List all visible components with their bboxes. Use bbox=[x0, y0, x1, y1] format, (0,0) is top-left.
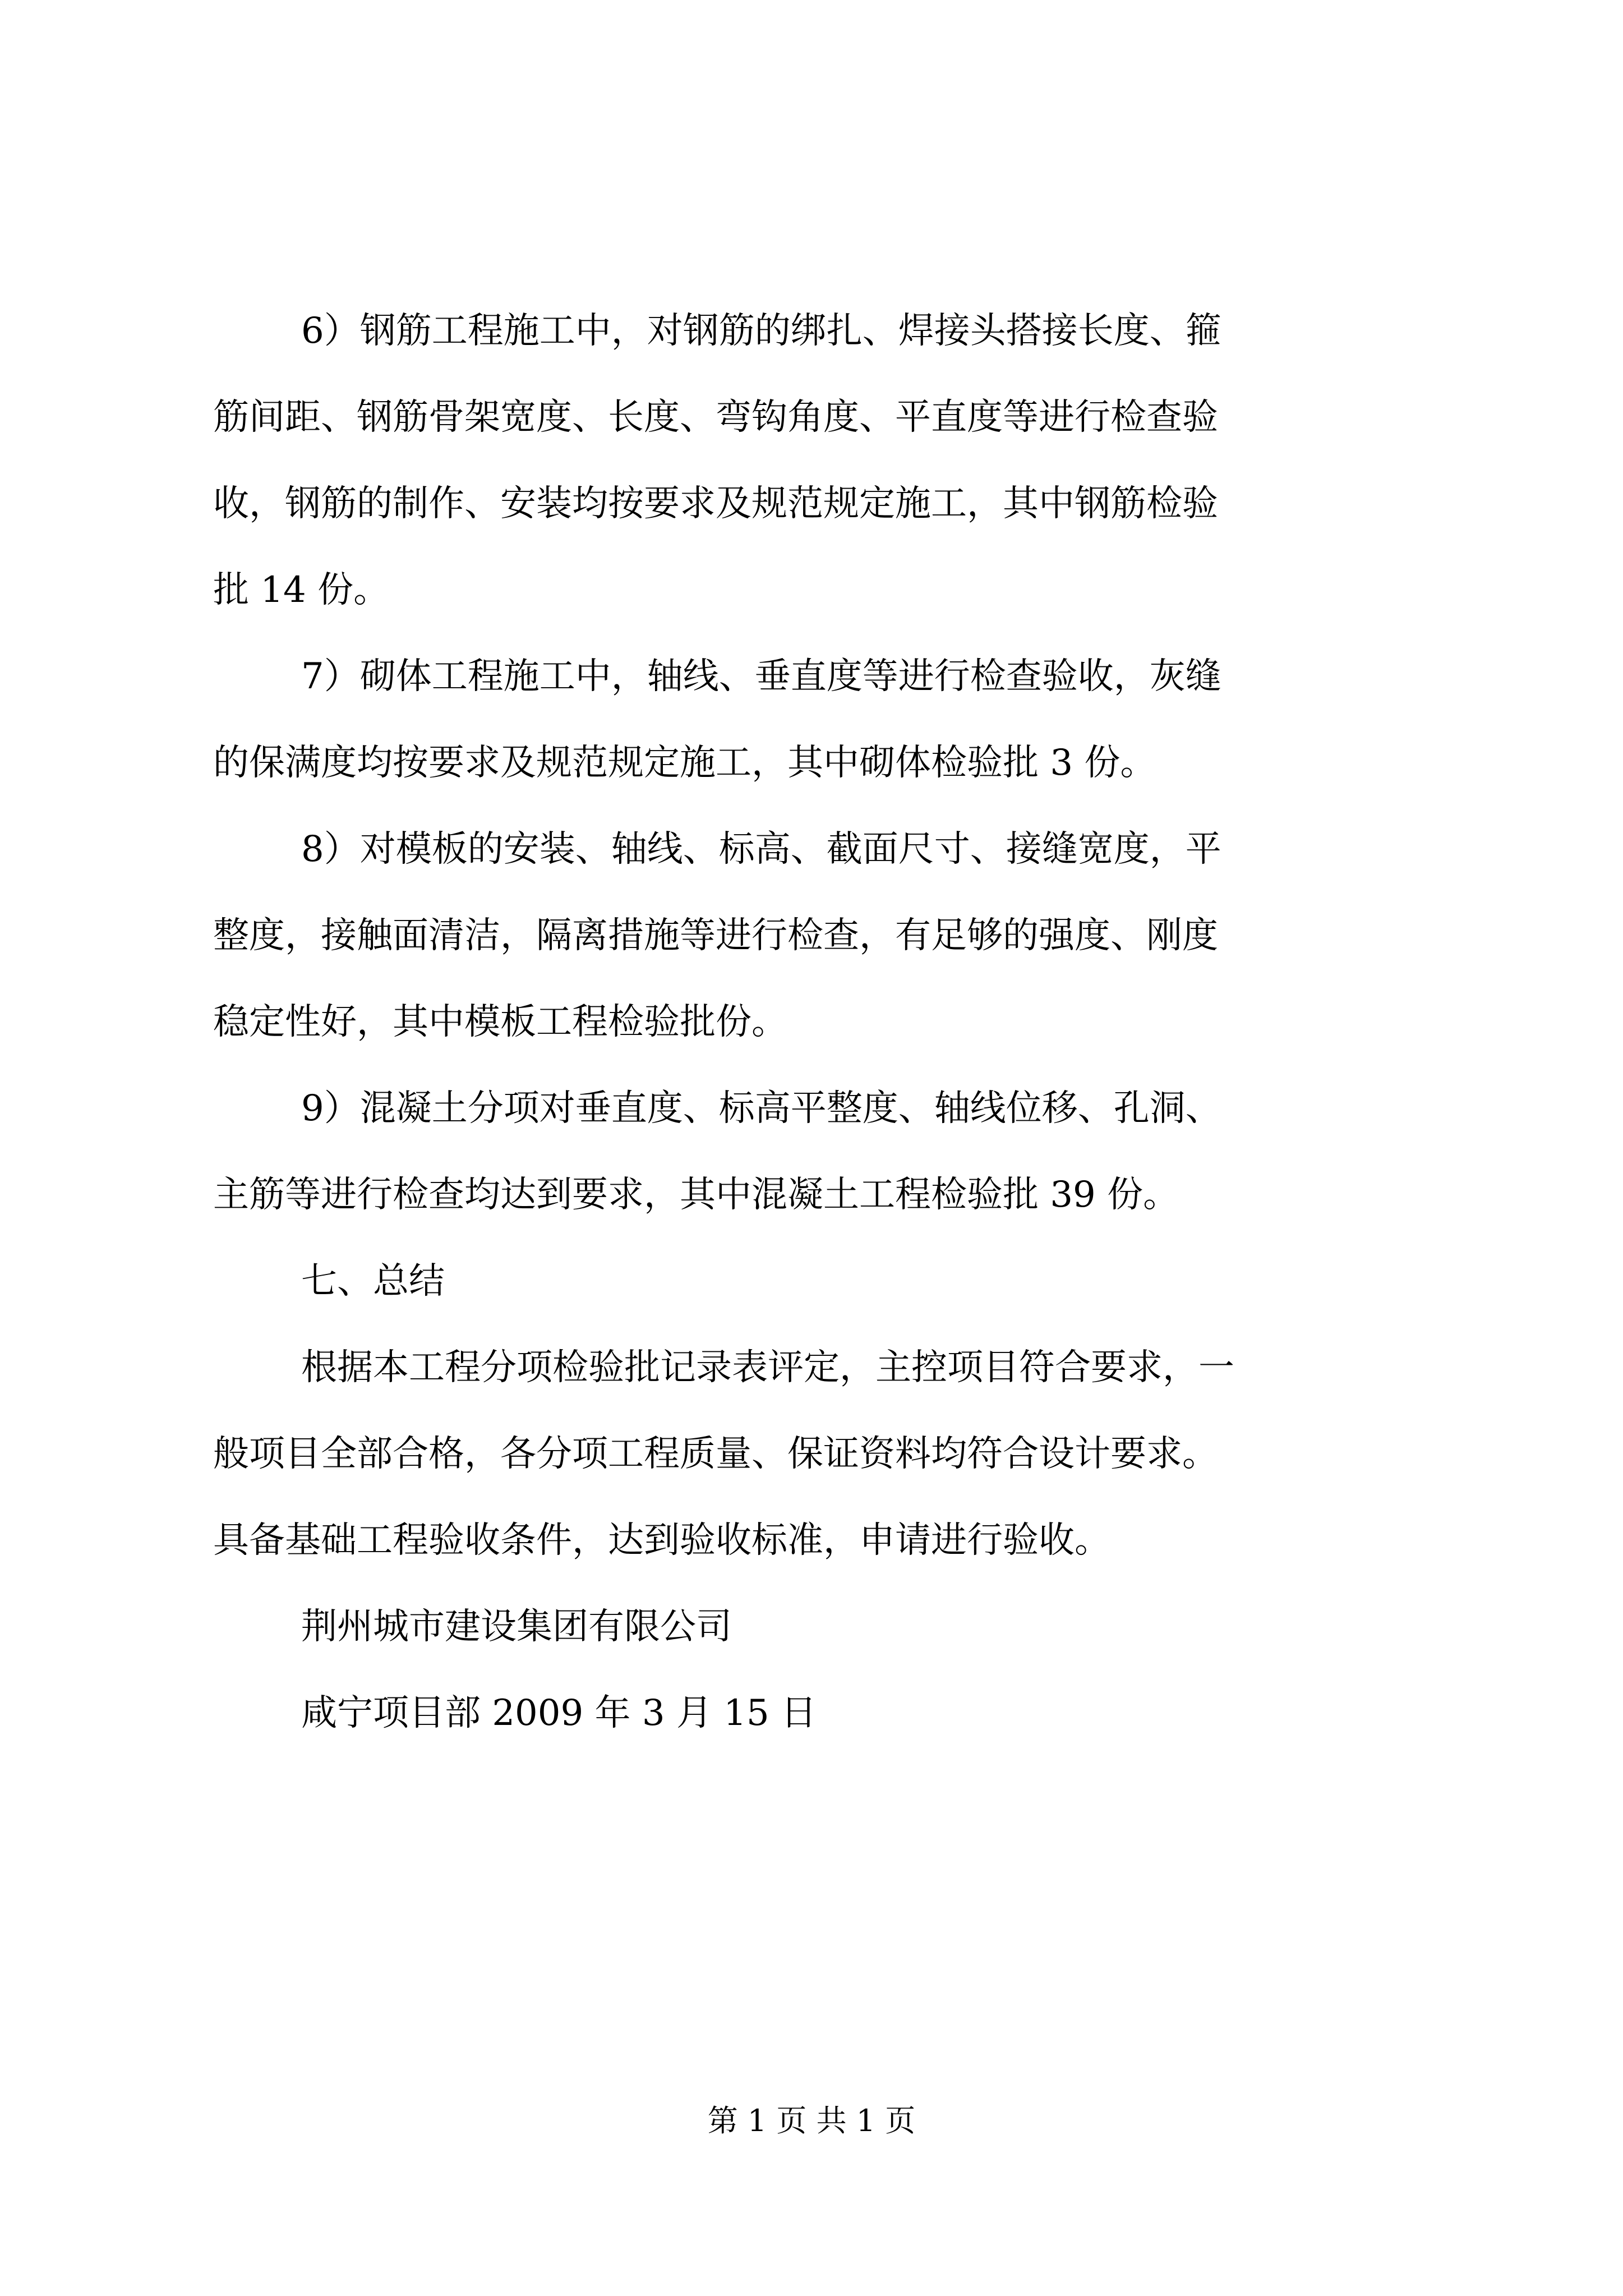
section-heading-summary: 七、总结 bbox=[301, 1260, 445, 1302]
paragraph-6-line-1: 6）钢筋工程施工中，对钢筋的绑扎、焊接头搭接长度、箍 bbox=[301, 310, 1221, 352]
paragraph-8-line-1: 8）对模板的安装、轴线、标高、截面尺寸、接缝宽度，平 bbox=[301, 829, 1221, 870]
paragraph-7-line-1: 7）砌体工程施工中，轴线、垂直度等进行检查验收，灰缝 bbox=[301, 656, 1221, 697]
paragraph-9-line-1: 9）混凝土分项对垂直度、标高平整度、轴线位移、孔洞、 bbox=[301, 1088, 1221, 1129]
paragraph-8-line-2: 整度，接触面清洁，隔离措施等进行检查，有足够的强度、刚度 bbox=[213, 915, 1218, 956]
paragraph-6-line-2: 筋间距、钢筋骨架宽度、长度、弯钩角度、平直度等进行检查验 bbox=[213, 397, 1218, 438]
summary-line-3: 具备基础工程验收条件，达到验收标准，申请进行验收。 bbox=[213, 1520, 1110, 1561]
signature-date: 咸宁项目部 2009 年 3 月 15 日 bbox=[301, 1692, 817, 1734]
signature-company: 荆州城市建设集团有限公司 bbox=[301, 1606, 732, 1648]
summary-line-1: 根据本工程分项检验批记录表评定，主控项目符合要求，一 bbox=[301, 1347, 1234, 1388]
paragraph-8-line-3: 稳定性好，其中模板工程检验批份。 bbox=[213, 1001, 787, 1043]
paragraph-9-line-2: 主筋等进行检查均达到要求，其中混凝土工程检验批 39 份。 bbox=[213, 1174, 1179, 1216]
paragraph-6-line-4: 批 14 份。 bbox=[213, 569, 390, 611]
page-number-footer: 第 1 页 共 1 页 bbox=[707, 2103, 916, 2138]
paragraph-7-line-2: 的保满度均按要求及规范规定施工，其中砌体检验批 3 份。 bbox=[213, 742, 1156, 784]
summary-line-2: 般项目全部合格，各分项工程质量、保证资料均符合设计要求。 bbox=[213, 1433, 1218, 1475]
paragraph-6-line-3: 收，钢筋的制作、安装均按要求及规范规定施工，其中钢筋检验 bbox=[213, 483, 1218, 524]
